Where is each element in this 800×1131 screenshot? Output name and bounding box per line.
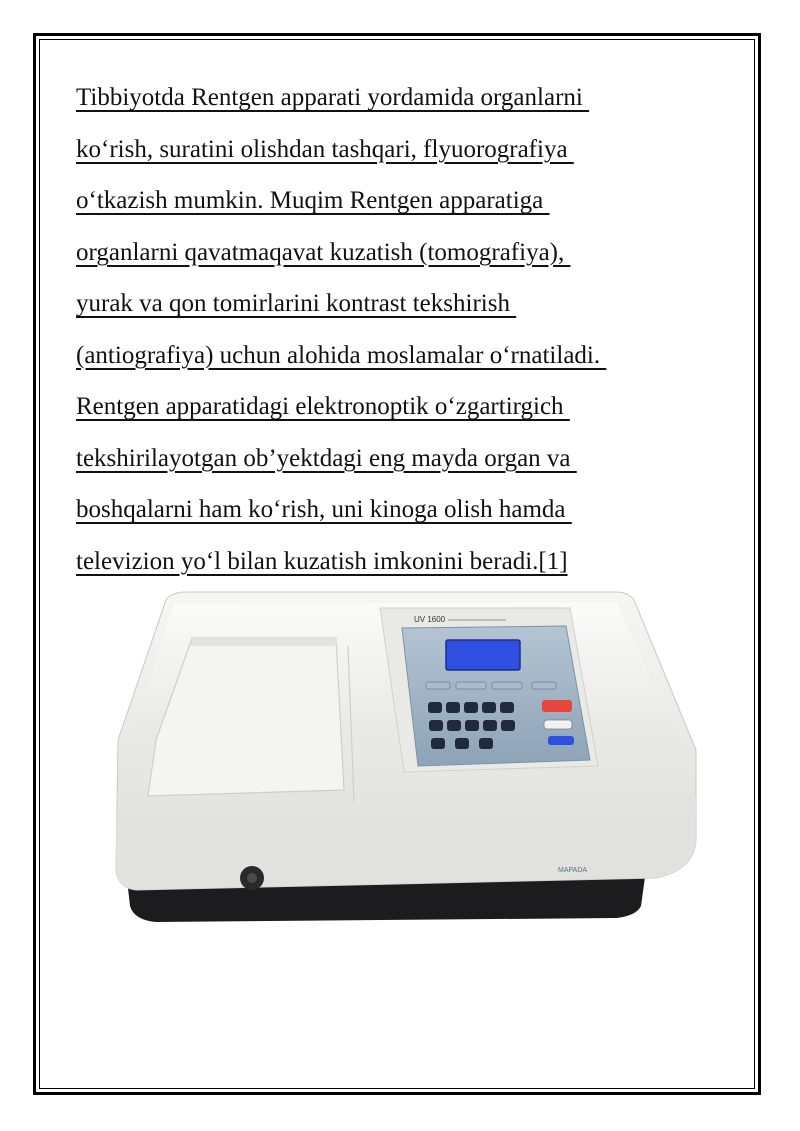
text-line: Tibbiyotda Rentgen apparati yordamida organlarni [76, 84, 590, 111]
text-line: boshqalarni ham ko‘rish, uni kinoga olish hamda [76, 496, 572, 523]
body-paragraph [76, 72, 736, 587]
brand-label: MAPADA [558, 867, 588, 874]
text-line: Rentgen apparatidagi elektronoptik o‘zgartirgich [76, 393, 570, 420]
text-line: tekshirilayotgan ob’yektdagi eng mayda organ va [76, 444, 577, 472]
text-line: yurak va qon tomirlarini kontrast tekshirish [76, 290, 517, 317]
model-label: UV 1600 [414, 615, 446, 624]
spectrophotometer-image [96, 590, 702, 930]
text-line: (antiografiya) uchun alohida moslamalar o‘rnatiladi. [76, 341, 607, 369]
text-line: organlarni qavatmaqavat kuzatish (tomografiya), [76, 238, 571, 266]
text-line: televizion yo‘l bilan kuzatish imkonini beradi.[1] [76, 547, 568, 575]
text-line: ko‘rish, suratini olishdan tashqari, flyuorografiya [76, 135, 574, 163]
text-line: o‘tkazish mumkin. Muqim Rentgen apparatiga [76, 187, 550, 214]
